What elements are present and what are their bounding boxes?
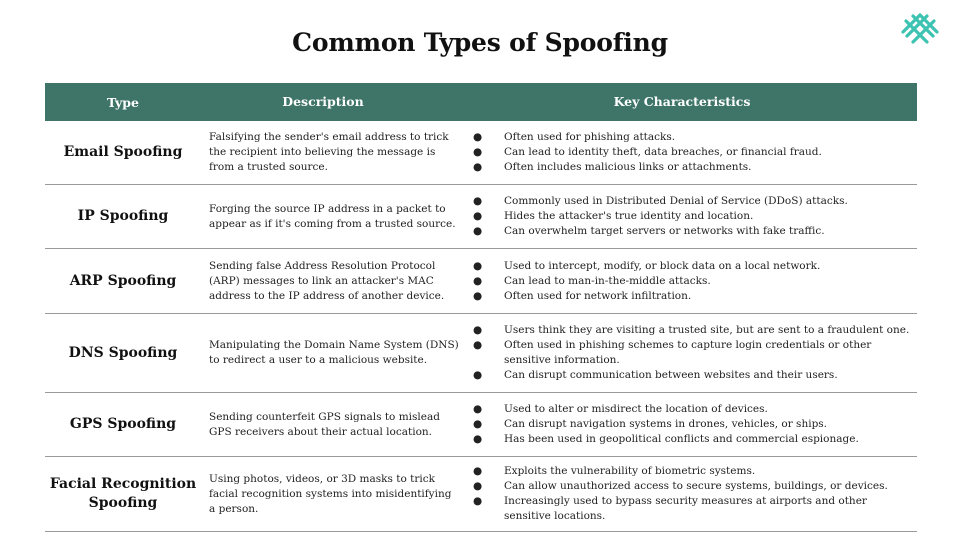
bullet-icon: ● <box>473 418 483 430</box>
characteristic-text: Has been used in geopolitical conflicts and commercial espionage. <box>504 433 859 445</box>
characteristic-text: Exploits the vulnerability of biometric systems. <box>504 465 756 477</box>
spoofing-description <box>209 249 459 313</box>
description-text: Forging the source IP address in a packet to appear as if it's coming from a trusted source. <box>209 202 456 230</box>
characteristics-list <box>473 402 859 447</box>
list-item <box>473 494 913 524</box>
list-item <box>473 209 848 224</box>
spoofing-description <box>209 314 459 392</box>
characteristics-list <box>473 464 913 524</box>
table-row <box>45 249 917 314</box>
list-item <box>473 338 913 368</box>
list-item <box>473 417 859 432</box>
table-row <box>45 121 917 185</box>
bullet-icon: ● <box>473 161 483 173</box>
list-item <box>473 479 913 494</box>
list-item <box>473 194 848 209</box>
list-item <box>473 464 913 479</box>
characteristic-text: Can allow unauthorized access to secure systems, buildings, or devices. <box>504 480 888 492</box>
table-row <box>45 185 917 249</box>
characteristic-text: Hides the attacker's true identity and location. <box>504 210 754 222</box>
description-text: Using photos, videos, or 3D masks to trick facial recognition systems into misidentifying a person. <box>209 472 452 515</box>
table-header <box>45 83 917 121</box>
spoofing-description <box>209 393 459 456</box>
characteristics-list <box>473 194 848 239</box>
list-item <box>473 368 913 383</box>
bullet-icon: ● <box>473 324 483 336</box>
list-item <box>473 323 913 338</box>
description-text: Sending counterfeit GPS signals to mislead GPS receivers about their actual location. <box>209 410 440 438</box>
characteristic-text: Users think they are visiting a trusted site, but are sent to a fraudulent one. <box>504 324 910 336</box>
description-text: Sending false Address Resolution Protocol (ARP) messages to link an attacker's MAC address to the IP address of another device. <box>209 259 445 302</box>
description-text: Falsifying the sender's email address to trick the recipient into believing the message is from a trusted source. <box>209 131 449 173</box>
characteristic-text: Can overwhelm target servers or networks with fake traffic. <box>504 225 825 237</box>
spoofing-description <box>209 457 459 531</box>
key-characteristics <box>473 121 913 184</box>
spoofing-table <box>45 83 917 532</box>
key-characteristics <box>473 393 913 456</box>
table-row <box>45 393 917 457</box>
list-item <box>473 160 822 175</box>
list-item <box>473 289 820 304</box>
bullet-icon: ● <box>473 259 483 272</box>
list-item <box>473 224 848 239</box>
bullet-icon: ● <box>473 225 483 237</box>
bullet-icon: ● <box>473 369 483 381</box>
bullet-icon: ● <box>473 465 483 477</box>
characteristic-text: Increasingly used to bypass security measures at airports and other sensitive locations. <box>504 495 867 522</box>
characteristic-text: Commonly used in Distributed Denial of Service (DDoS) attacks. <box>504 195 848 207</box>
bullet-icon: ● <box>473 495 483 507</box>
bullet-icon: ● <box>473 210 483 222</box>
characteristic-text: Can disrupt communication between websites and their users. <box>504 369 838 381</box>
characteristic-text: Can lead to identity theft, data breaches, or financial fraud. <box>504 146 822 158</box>
spoofing-description <box>209 185 459 248</box>
characteristics-list <box>473 323 913 383</box>
characteristic-text: Can disrupt navigation systems in drones, vehicles, or ships. <box>504 418 828 430</box>
header-key-characteristics: Key Characteristics <box>613 94 751 109</box>
characteristic-text: Often includes malicious links or attachments. <box>504 161 752 173</box>
bullet-icon: ● <box>473 403 483 415</box>
header-description: Description <box>282 94 364 109</box>
characteristic-text: Often used for network infiltration. <box>504 289 692 302</box>
list-item <box>473 145 822 160</box>
bullet-icon: ● <box>473 339 483 351</box>
characteristic-text: Used to alter or misdirect the location of devices. <box>504 403 768 415</box>
characteristic-text: Often used in phishing schemes to capture login credentials or other sensitive information. <box>504 339 872 366</box>
key-characteristics <box>473 457 913 531</box>
spoofing-type: ARP Spoofing <box>69 272 177 289</box>
bullet-icon: ● <box>473 289 483 302</box>
spoofing-description <box>209 121 459 184</box>
description-text: Manipulating the Domain Name System (DNS) to redirect a user to a malicious website. <box>209 339 459 366</box>
bullet-icon: ● <box>473 131 483 143</box>
spoofing-type: DNS Spoofing <box>68 344 178 361</box>
list-item <box>473 274 820 289</box>
characteristic-text: Often used for phishing attacks. <box>504 131 676 143</box>
table-body <box>45 121 917 532</box>
bullet-icon: ● <box>473 433 483 445</box>
page-title: Common Types of Spoofing <box>292 28 668 57</box>
list-item <box>473 432 859 447</box>
characteristics-list <box>473 259 820 304</box>
table-row <box>45 457 917 532</box>
bullet-icon: ● <box>473 146 483 158</box>
characteristics-list <box>473 130 822 175</box>
bullet-icon: ● <box>473 274 483 287</box>
spoofing-type: GPS Spoofing <box>69 416 177 432</box>
bullet-icon: ● <box>473 480 483 492</box>
bullet-icon: ● <box>473 195 483 207</box>
spoofing-type: Facial Recognition Spoofing <box>49 476 197 511</box>
list-item <box>473 259 820 274</box>
table-row <box>45 314 917 393</box>
spoofing-type: IP Spoofing <box>77 208 169 224</box>
characteristic-text: Used to intercept, modify, or block data on a local network. <box>504 259 821 272</box>
header-type: Type <box>107 95 139 110</box>
list-item <box>473 130 822 145</box>
spoofing-type: Email Spoofing <box>63 144 183 160</box>
characteristic-text: Can lead to man-in-the-middle attacks. <box>504 274 711 287</box>
key-characteristics <box>473 185 913 248</box>
key-characteristics <box>473 314 913 392</box>
list-item <box>473 402 859 417</box>
key-characteristics <box>473 249 913 313</box>
